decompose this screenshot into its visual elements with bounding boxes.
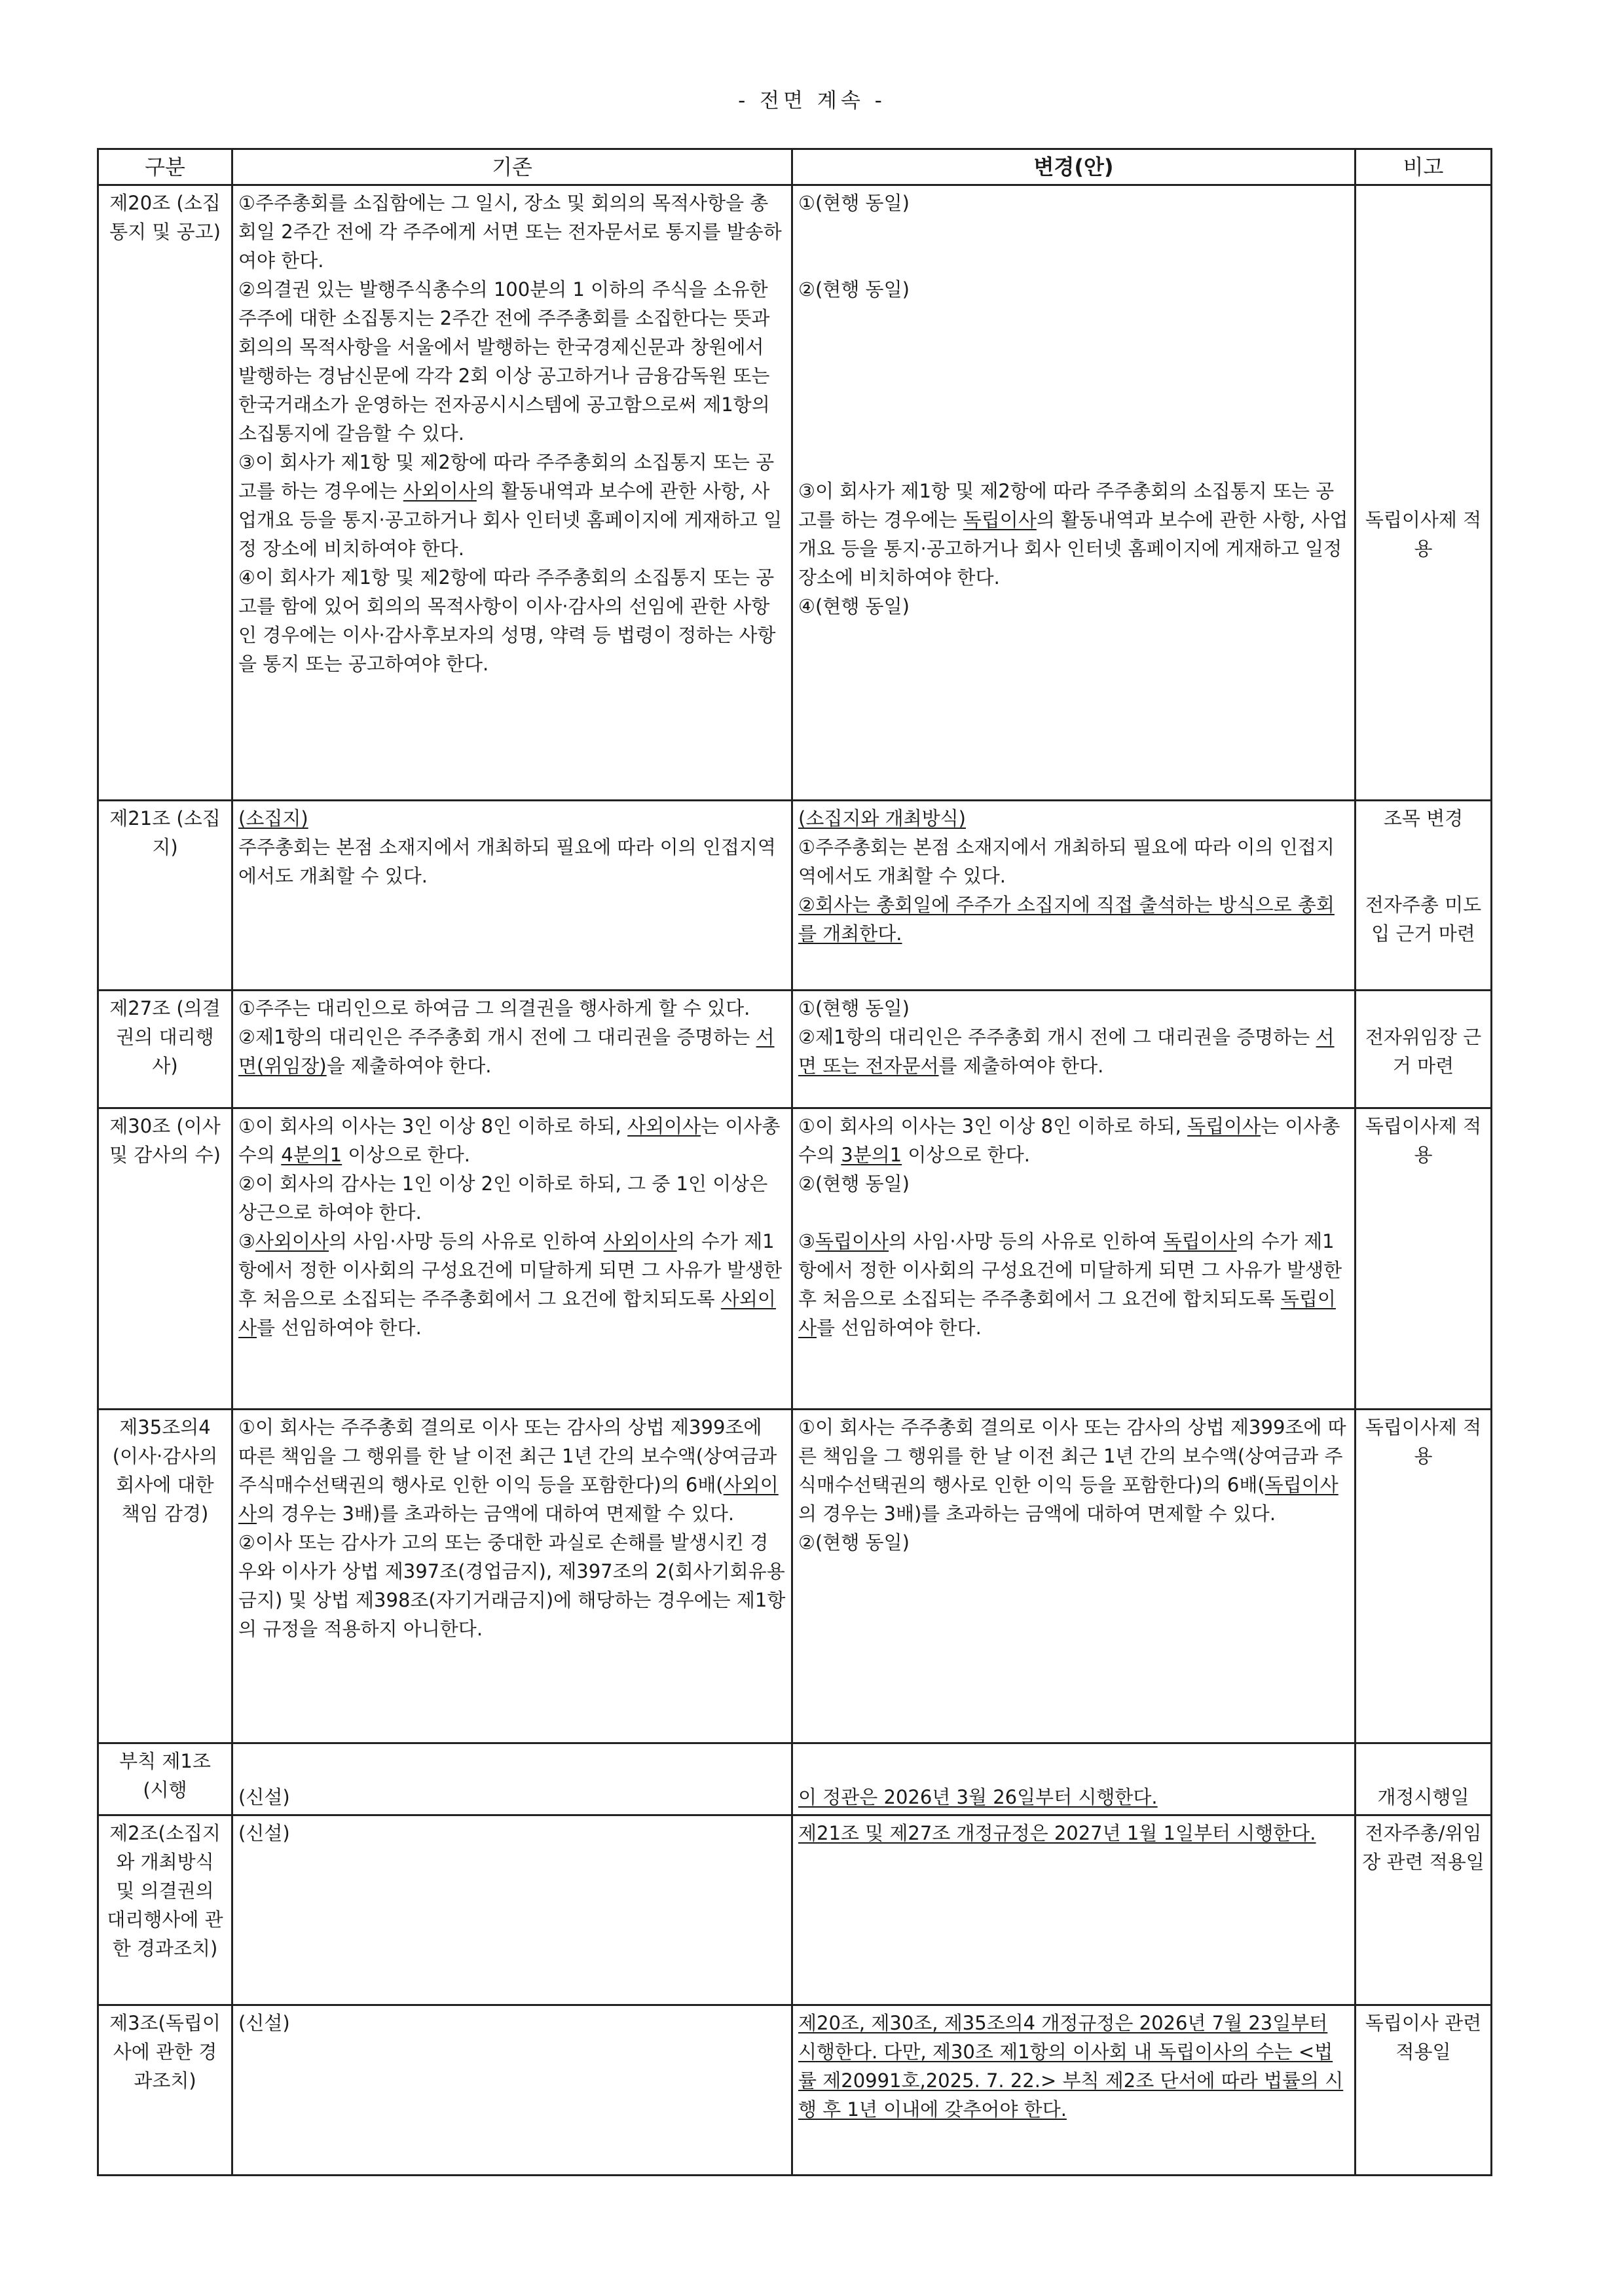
table-row-art27: [98, 991, 1492, 1108]
underlined-term: 독립이사: [815, 1230, 889, 1252]
note-cell: [1356, 1108, 1492, 1410]
note-text: 전자주총/위임장 관련 적용일: [1362, 1822, 1485, 1873]
paragraph: 주주총회는 본점 소재지에서 개최하되 필요에 따라 이의 인접지역에서도 개최할 수 있다.: [238, 836, 776, 887]
proposed-text: [792, 1410, 1356, 1743]
table-row-sup2: [98, 1815, 1492, 2005]
header-proposed: 변경(안): [792, 149, 1356, 185]
note-cell: [1356, 991, 1492, 1108]
note-cell: [1356, 185, 1492, 801]
proposed-text: [792, 1743, 1356, 1815]
underlined-term: 독립이사: [798, 1288, 1336, 1339]
existing-text: [232, 2005, 792, 2176]
existing-text: [232, 1815, 792, 2005]
page-header: - 전면 계속 -: [738, 89, 886, 113]
note-cell: [1356, 1815, 1492, 2005]
paragraph: ①이 회사의 이사는 3인 이상 8인 이하로 하되, 사외이사는 이사총수의 4분의1 이상으로 한다.: [238, 1115, 781, 1166]
paragraph: ④(현행 동일): [798, 595, 910, 617]
paragraph: ②(현행 동일): [798, 278, 910, 301]
underlined-term: 사외이사: [255, 1230, 329, 1252]
underlined-term: 독립이사: [1264, 1474, 1338, 1496]
article-title: 제3조(독립이사에 관한 경과조치): [98, 2005, 232, 2176]
article-title: 제2조(소집지와 개최방식 및 의결권의 대리행사에 관한 경과조치): [98, 1815, 232, 2005]
paragraph: ②제1항의 대리인은 주주총회 개시 전에 그 대리권을 증명하는 서면(위임장)을 제출하여야 한다.: [238, 1026, 775, 1077]
table-row-sup1: [98, 1743, 1492, 1815]
section-heading: (소집지): [238, 807, 308, 829]
article-title: 제30조 (이사 및 감사의 수): [98, 1108, 232, 1410]
note-text: 독립이사 관련 적용일: [1365, 2012, 1482, 2063]
paragraph: 제21조 및 제27조 개정규정은 2027년 1월 1일부터 시행한다.: [798, 1822, 1316, 1844]
proposed-text: [792, 991, 1356, 1108]
paragraph: ①주주는 대리인으로 하여금 그 의결권을 행사하게 할 수 있다.: [238, 997, 750, 1019]
existing-text: [232, 1743, 792, 1815]
proposed-text: [792, 801, 1356, 991]
note-text: 개정시행일: [1377, 1786, 1469, 1808]
table-row-art20: [98, 185, 1492, 801]
existing-text: [232, 185, 792, 801]
underlined-term: 사외이사: [627, 1115, 701, 1137]
paragraph: ④이 회사가 제1항 및 제2항에 따라 주주총회의 소집통지 또는 공고를 함에 있어 회의의 목적사항이 이사·감사의 선임에 관한 사항인 경우에는 이사·감사후보자의 성명, 약력 등 법령이 정하는 사항을 통지 또는 공고하여야 한다.: [238, 566, 776, 675]
paragraph: ②의결권 있는 발행주식총수의 100분의 1 이하의 주식을 소유한 주주에 대한 소집통지는 2주간 전에 주주총회를 소집한다는 뜻과 회의의 목적사항을 서울에서 발행하는 한국경제신문과 창원에서 발행하는 경남신문에 각각 2회 이상 공고하거나 금융감독원 또는 한국거래소가 운영하는 전자공시시스템에 공고함으로써 제1항의 소집통지에 갈음할 수 있다.: [238, 278, 770, 445]
header-category: 구분: [98, 149, 232, 185]
note-text: 독립이사제 적용: [1365, 509, 1482, 560]
article-title: 제35조의4 (이사·감사의 회사에 대한 책임 감경): [98, 1410, 232, 1743]
underlined-term: 독립이사: [1187, 1115, 1261, 1137]
paragraph: (신설): [238, 1822, 290, 1844]
article-title: 제27조 (의결권의 대리행사): [98, 991, 232, 1108]
paragraph: 제20조, 제30조, 제35조의4 개정규정은 2026년 7월 23일부터 시행한다. 다만, 제30조 제1항의 이사회 내 독립이사의 수는 <법률 제20991호,2025. 7. 22.> 부칙 제2조 단서에 따라 법률의 시행 후 1년 이내에 갖추어야 한다.: [798, 2012, 1344, 2121]
paragraph: ①주주총회는 본점 소재지에서 개최하되 필요에 따라 이의 인접지역에서도 개최할 수 있다.: [798, 836, 1335, 887]
section-heading: (소집지와 개최방식): [798, 807, 966, 829]
paragraph: ②제1항의 대리인은 주주총회 개시 전에 그 대리권을 증명하는 서면 또는 전자문서를 제출하여야 한다.: [798, 1026, 1335, 1077]
underlined-term: 사외이사: [238, 1474, 779, 1525]
table-row-art35-4: [98, 1410, 1492, 1743]
paragraph: ②회사는 총회일에 주주가 소집지에 직접 출석하는 방식으로 총회를 개최한다.: [798, 894, 1335, 945]
header-note: 비고: [1356, 149, 1492, 185]
existing-text: [232, 801, 792, 991]
note-cell: [1356, 801, 1492, 991]
note-text: 조목 변경: [1383, 807, 1464, 829]
paragraph: ③이 회사가 제1항 및 제2항에 따라 주주총회의 소집통지 또는 공고를 하는 경우에는 독립이사의 활동내역과 보수에 관한 사항, 사업개요 등을 통지·공고하거나 회사 인터넷 홈페이지에 게재하고 일정 장소에 비치하여야 한다.: [798, 480, 1348, 589]
header-existing: 기존: [232, 149, 792, 185]
note-cell: [1356, 1743, 1492, 1815]
table-row-art30: [98, 1108, 1492, 1410]
paragraph: ②(현행 동일): [798, 1173, 910, 1195]
note-text: 전자주총 미도입 근거 마련: [1365, 894, 1482, 945]
underlined-term: 서면 또는 전자문서: [798, 1026, 1335, 1077]
existing-text: [232, 1108, 792, 1410]
proposed-text: [792, 2005, 1356, 2176]
note-text: 독립이사제 적용: [1365, 1115, 1482, 1166]
paragraph: ③독립이사의 사임·사망 등의 사유로 인하여 독립이사의 수가 제1항에서 정한 이사회의 구성요건에 미달하게 되면 그 사유가 발생한 후 처음으로 소집되는 주주총회에서 그 요건에 합치되도록 독립이사를 선임하여야 한다.: [798, 1230, 1342, 1339]
note-cell: [1356, 1410, 1492, 1743]
paragraph: (신설): [238, 2012, 290, 2034]
paragraph: ③이 회사가 제1항 및 제2항에 따라 주주총회의 소집통지 또는 공고를 하는 경우에는 사외이사의 활동내역과 보수에 관한 사항, 사업개요 등을 통지·공고하거나 회사 인터넷 홈페이지에 게재하고 일정 장소에 비치하여야 한다.: [238, 451, 783, 560]
table-row-art21: [98, 801, 1492, 991]
existing-text: [232, 991, 792, 1108]
paragraph: ①이 회사는 주주총회 결의로 이사 또는 감사의 상법 제399조에 따른 책임을 그 행위를 한 날 이전 최근 1년 간의 보수액(상여금과 주식매수선택권의 행사로 인한 이익 등을 포함한다)의 6배(사외이사의 경우는 3배)를 초과하는 금액에 대하여 면제할 수 있다.: [238, 1416, 779, 1525]
proposed-text: [792, 1815, 1356, 2005]
underlined-term: 서면(위임장): [238, 1026, 775, 1077]
paragraph: ①이 회사의 이사는 3인 이상 8인 이하로 하되, 독립이사는 이사총수의 3분의1 이상으로 한다.: [798, 1115, 1340, 1166]
underlined-term: 4분의1: [281, 1144, 342, 1166]
underlined-term: 사외이사: [238, 1288, 776, 1339]
paragraph: ②(현행 동일): [798, 1531, 910, 1554]
proposed-text: [792, 1108, 1356, 1410]
article-title: 제21조 (소집지): [98, 801, 232, 991]
underlined-term: 독립이사: [1163, 1230, 1237, 1252]
paragraph: ②이 회사의 감사는 1인 이상 2인 이하로 하되, 그 중 1인 이상은 상근으로 하여야 한다.: [238, 1173, 768, 1224]
underlined-term: 독립이사: [963, 509, 1037, 531]
article-title: 제20조 (소집통지 및 공고): [98, 185, 232, 801]
proposed-text: [792, 185, 1356, 801]
table-row-sup3: [98, 2005, 1492, 2176]
article-title: 부칙 제1조 (시행: [98, 1743, 232, 1815]
paragraph: ①주주총회를 소집함에는 그 일시, 장소 및 회의의 목적사항을 총회일 2주간 전에 각 주주에게 서면 또는 전자문서로 통지를 발송하여야 한다.: [238, 192, 782, 272]
paragraph: ①(현행 동일): [798, 192, 910, 214]
note-cell: [1356, 2005, 1492, 2176]
paragraph: ①이 회사는 주주총회 결의로 이사 또는 감사의 상법 제399조에 따른 책임을 그 행위를 한 날 이전 최근 1년 간의 보수액(상여금과 주식매수선택권의 행사로 인한 이익 등을 포함한다)의 6배(독립이사의 경우는 3배)를 초과하는 금액에 대하여 면제할 수 있다.: [798, 1416, 1346, 1525]
amendment-table: [97, 148, 1492, 2176]
paragraph: ③사외이사의 사임·사망 등의 사유로 인하여 사외이사의 수가 제1항에서 정한 이사회의 구성요건에 미달하게 되면 그 사유가 발생한 후 처음으로 소집되는 주주총회에서 그 요건에 합치되도록 사외이사를 선임하여야 한다.: [238, 1230, 783, 1339]
underlined-term: 사외이사: [403, 480, 477, 502]
note-text: 전자위임장 근거 마련: [1365, 1026, 1482, 1077]
paragraph: (신설): [238, 1786, 290, 1808]
paragraph: 이 정관은 2026년 3월 26일부터 시행한다.: [798, 1786, 1158, 1808]
paragraph: ②이사 또는 감사가 고의 또는 중대한 과실로 손해를 발생시킨 경우와 이사가 상법 제397조(경업금지), 제397조의 2(회사기회유용금지) 및 상법 제398조(자기거래금지)에 해당하는 경우에는 제1항의 규정을 적용하지 아니한다.: [238, 1531, 786, 1640]
table-header-row: [98, 149, 1492, 185]
underlined-term: 사외이사: [603, 1230, 677, 1252]
underlined-term: 3분의1: [841, 1144, 902, 1166]
note-text: 독립이사제 적용: [1365, 1416, 1482, 1467]
existing-text: [232, 1410, 792, 1743]
paragraph: ①(현행 동일): [798, 997, 910, 1019]
